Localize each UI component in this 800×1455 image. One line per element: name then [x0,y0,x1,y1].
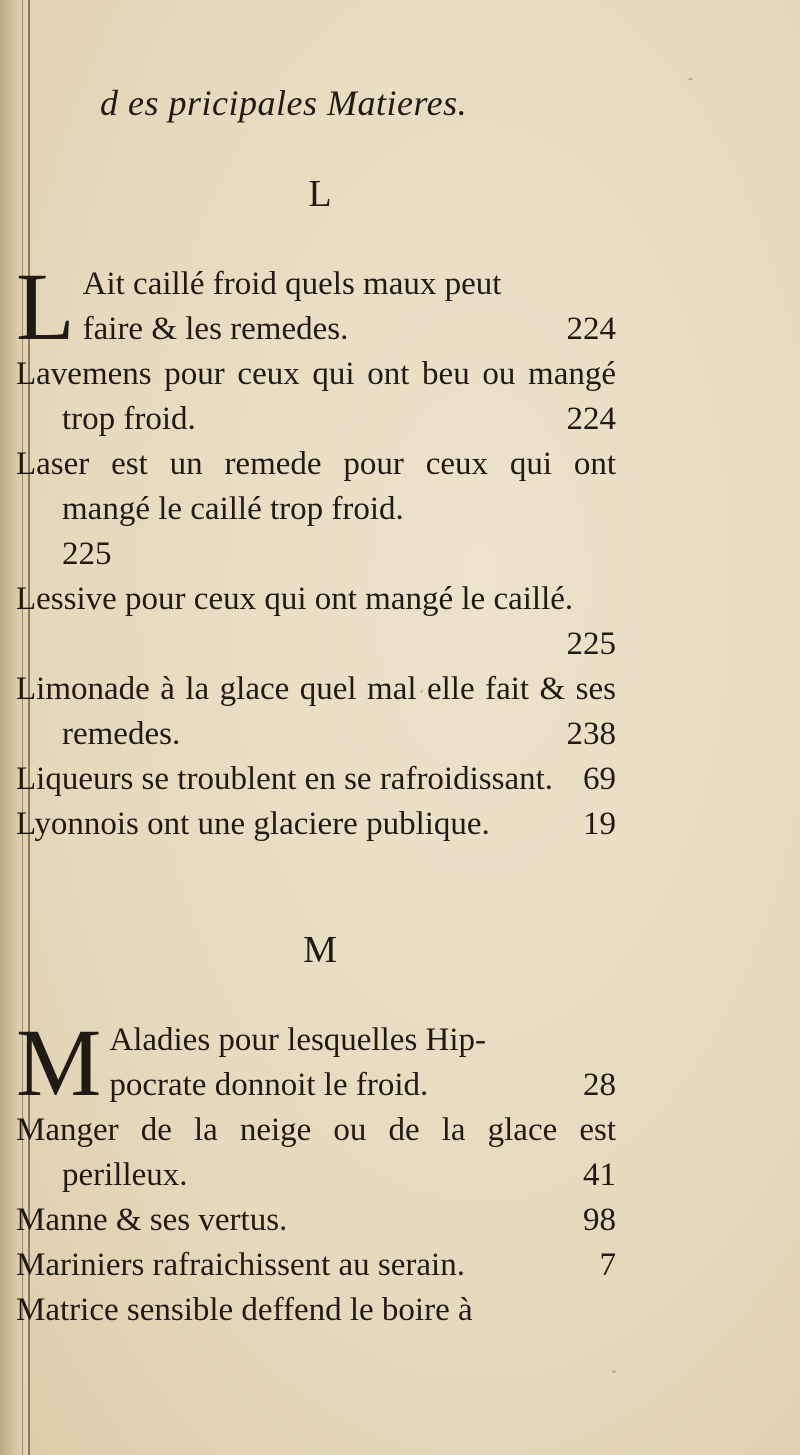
index-entry [16,352,616,442]
entry-text: Lessive pour ceux qui ont mangé le caillé. [16,581,574,617]
entry-text: Limonade à la glace quel mal elle fait & ses remedes. [16,671,616,752]
entry-text: Lyonnois ont une glaciere publique. [16,806,490,842]
page-ref: 98 [583,1202,616,1238]
paper-speck [688,78,693,80]
entry-text: Lavemens pour ceux qui ont beu ou mangé trop froid. [16,356,616,437]
page-ref: 41 [583,1157,616,1193]
page-ref: 225 [566,626,616,662]
index-entry [16,1243,616,1288]
page-ref: 69 [583,761,616,797]
section-letter-l: L [308,173,332,215]
section-letter-m: M [303,929,337,971]
entry-text: Liqueurs se troublent en se rafroidissant. [16,761,554,797]
entry-line: Ait caillé froid quels maux peut [82,266,502,302]
entry-text: Mariniers rafraichissent au serain. [16,1247,465,1283]
entry-text: Matrice sensible deffend le boire à [16,1292,473,1328]
page-ref: 7 [599,1247,616,1283]
index-entry [16,1198,616,1243]
index-entry [16,253,616,360]
index-entry [16,1009,616,1116]
index-entry [16,667,616,757]
paper-speck [420,690,423,693]
page-ref: 238 [566,716,616,752]
index-entries-l [16,253,616,847]
running-head: d es pricipales Matieres. [100,83,468,123]
drop-cap: M [16,1009,102,1116]
page-ref: 224 [566,311,616,347]
entry-line: pocrate donnoit le froid. [109,1067,429,1103]
page-ref: 28 [583,1067,616,1103]
entry-line: Aladies pour lesquelles Hip- [109,1022,487,1058]
index-entry [16,757,616,802]
page-ref: 225 [62,536,112,572]
index-entry [16,442,616,577]
index-entry [16,1288,616,1333]
page-ref: 224 [566,401,616,437]
index-entries-m [16,1009,616,1333]
index-entry [16,1108,616,1198]
page-ref: 19 [583,806,616,842]
entry-text: Manne & ses vertus. [16,1202,288,1238]
entry-text: Manger de la neige ou de la glace est perilleux. [16,1112,616,1193]
index-entry [16,802,616,847]
paper-speck [612,1370,616,1373]
drop-cap: L [16,253,75,360]
entry-text: Laser est un remede pour ceux qui ont mangé le caillé trop froid. [16,446,616,527]
entry-line: faire & les remedes. [82,311,349,347]
index-entry [16,577,616,667]
